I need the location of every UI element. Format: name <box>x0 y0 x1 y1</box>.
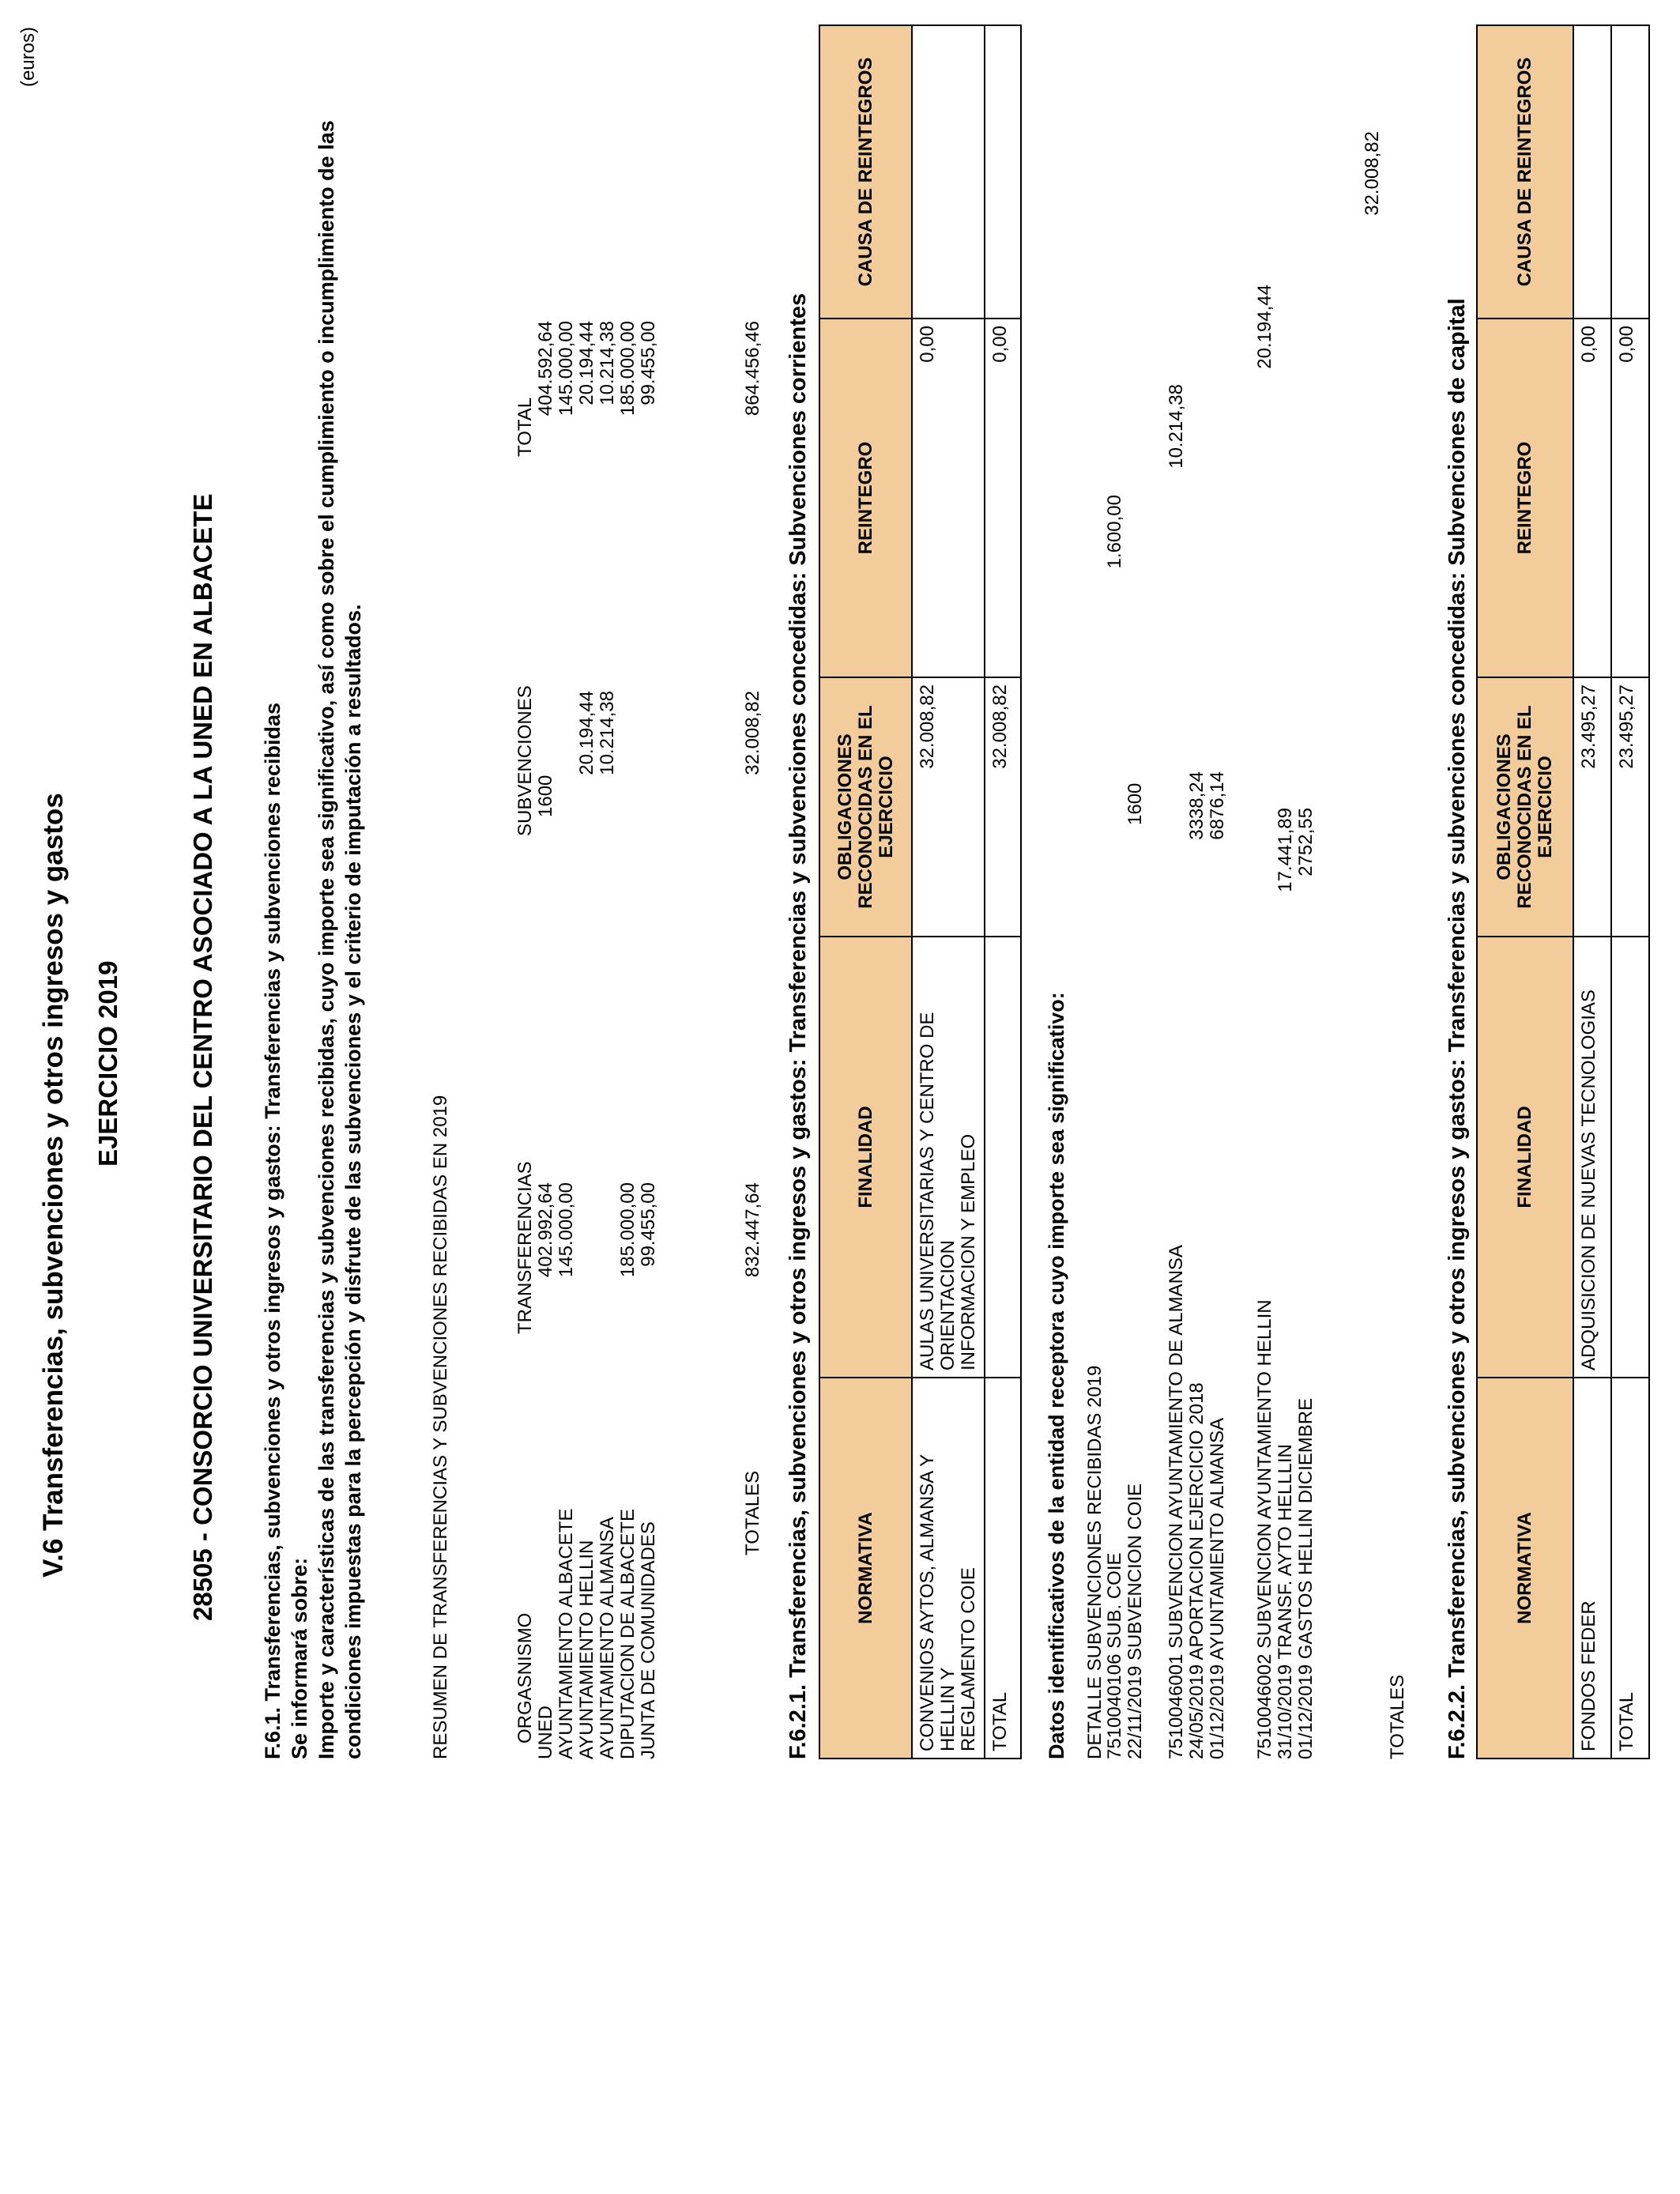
total-reintegro: 0,00 <box>1611 319 1649 677</box>
table-header-row <box>1477 25 1573 1759</box>
total-cell: 404.592,64 <box>535 321 556 417</box>
datos-totales-value: 32.008,82 <box>1362 131 1383 216</box>
header-line: RECONOCIDAS EN EL <box>854 705 876 909</box>
total-cell: 10.214,38 <box>597 321 618 405</box>
subv-cell: 20.194,44 <box>576 691 597 775</box>
org-cell: AYUNTAMIENTO HELLIN <box>576 1540 597 1759</box>
g2-line2: 24/05/2019 APORTACION EJERCICIO 2018 <box>1186 1382 1207 1759</box>
header-obligaciones <box>819 677 912 937</box>
datos-totales-label: TOTALES <box>1387 1674 1408 1759</box>
cell-normativa: FONDOS FEDER <box>1573 1378 1611 1759</box>
subv-cell <box>556 691 577 849</box>
header-line: EJERCICIO <box>875 756 897 858</box>
total-causa <box>1611 25 1649 319</box>
f622-table <box>1476 25 1650 1759</box>
g1-total: 1.600,00 <box>1104 495 1125 569</box>
col-subv <box>536 691 659 849</box>
cell-line: AULAS UNIVERSITARIAS Y CENTRO DE ORIENTACION <box>917 1012 959 1370</box>
transf-cell: 145.000,00 <box>556 1182 577 1278</box>
totales-transf: 832.447,64 <box>742 1182 763 1278</box>
transf-cell: 99.455,00 <box>638 1182 659 1267</box>
transf-cell: 185.000,00 <box>617 1182 638 1278</box>
g2-line3: 01/12/2019 AYUNTAMIENTO ALMANSA <box>1207 1417 1228 1759</box>
totales-label: TOTALES <box>742 1470 763 1555</box>
transf-cell: 402.992,64 <box>535 1182 556 1278</box>
g3-amount3: 2752,55 <box>1295 808 1317 876</box>
subv-cell: 1600 <box>535 775 556 817</box>
detalle-title: DETALLE SUBVENCIONES RECIBIDAS 2019 <box>1084 1365 1106 1759</box>
datos-heading: Datos identificativos de la entidad receptora cuyo importe sea significativo: <box>1045 992 1068 1759</box>
cell-reintegro: 0,00 <box>1573 319 1611 677</box>
inform-text-1: Importe y características de las transferencias y subvenciones recibidas, cuyo importe sea significativo, así como sobre el cumplimiento o incumplimiento de las <box>315 120 338 1759</box>
table-row <box>912 25 985 1759</box>
org-cell: DIPUTACION DE ALBACETE <box>617 1509 638 1759</box>
col-header-org: ORGASNISMO <box>514 1612 536 1744</box>
total-empty <box>985 937 1021 1378</box>
header-normativa: NORMATIVA <box>1477 1378 1573 1759</box>
total-obligaciones: 23.495,27 <box>1611 677 1649 937</box>
col-header-subv: SUBVENCIONES <box>514 685 536 836</box>
g2-line1: 7510046001 SUBVENCION AYUNTAMIENTO DE ALMANSA <box>1166 1245 1187 1759</box>
header-line: OBLIGACIONES <box>1494 733 1515 880</box>
cell-obligaciones: 32.008,82 <box>912 677 985 937</box>
cell-reintegro: 0,00 <box>912 319 985 677</box>
org-cell: AYUNTAMIENTO ALBACETE <box>556 1508 577 1759</box>
total-label: TOTAL <box>1611 1378 1649 1759</box>
cell-finalidad: ADQUISICION DE NUEVAS TECNOLOGIAS <box>1573 937 1611 1378</box>
g2-amount2: 3338,24 <box>1186 771 1207 840</box>
f61-heading: F.6.1. Transferencias, subvenciones y otros ingresos y gastos: Transferencias y subvenciones recibidas <box>261 702 284 1759</box>
total-reintegro: 0,00 <box>985 319 1021 677</box>
subv-cell: 10.214,38 <box>597 691 618 775</box>
total-obligaciones: 32.008,82 <box>985 677 1021 937</box>
header-reintegro: REINTEGRO <box>1477 319 1573 677</box>
col-transf <box>536 1182 659 1340</box>
table-total-row <box>1611 25 1649 1759</box>
g2-amount3: 6876,14 <box>1207 771 1228 840</box>
resumen-title: RESUMEN DE TRANSFERENCIAS Y SUBVENCIONES RECIBIDAS EN 2019 <box>430 1095 451 1759</box>
header-line: RECONOCIDAS EN EL <box>1514 705 1535 909</box>
ejercicio-heading: EJERCICIO 2019 <box>93 960 122 1167</box>
cell-line: CONVENIOS AYTOS, ALMANSA Y HELLIN Y <box>917 1454 959 1751</box>
col-org <box>535 1508 659 1759</box>
g1-amount: 1600 <box>1124 782 1146 825</box>
total-label: TOTAL <box>985 1378 1021 1759</box>
total-empty <box>1611 937 1649 1378</box>
inform-text-2: condiciones impuestas para la percepción y disfrute de las subvenciones y el criterio de imputación a resultados. <box>341 604 365 1759</box>
g3-total: 20.194,44 <box>1254 285 1275 369</box>
g1-line2: 22/11/2019 SUBVENCION COIE <box>1124 1483 1146 1759</box>
g3-line2: 31/10/2019 TRANSF. AYTO HELLLIN <box>1275 1444 1296 1759</box>
g2-total: 10.214,38 <box>1166 384 1187 469</box>
g3-line1: 7510046002 SUBVENCION AYUNTAMIENTO HELLIN <box>1254 1299 1275 1759</box>
total-cell: 145.000,00 <box>556 321 577 417</box>
f622-heading: F.6.2.2. Transferencias, subvenciones y otros ingresos y gastos: Transferencias y subvenciones concedidas: Subvenciones de capital <box>1445 298 1470 1759</box>
header-reintegro: REINTEGRO <box>819 319 912 677</box>
table-header-row <box>819 25 912 1759</box>
header-finalidad: FINALIDAD <box>1477 937 1573 1378</box>
page-title: V.6 Transferencias, subvenciones y otros ingresos y gastos <box>38 793 69 1578</box>
totales-subv: 32.008,82 <box>742 691 763 775</box>
col-header-total: TOTAL <box>514 397 536 457</box>
header-causa: CAUSA DE REINTEGROS <box>819 25 912 319</box>
cell-causa <box>1573 25 1611 319</box>
header-normativa: NORMATIVA <box>819 1378 912 1759</box>
g1-line1: 7510040106 SUB. COIE <box>1104 1552 1125 1759</box>
cell-normativa <box>912 1378 985 1759</box>
inform-label: Se informará sobre: <box>288 1557 311 1759</box>
org-cell: AYUNTAMIENTO ALMANSA <box>597 1517 618 1759</box>
g3-line3: 01/12/2019 GASTOS HELLIN DICIEMBRE <box>1295 1397 1317 1759</box>
total-causa <box>985 25 1021 319</box>
totales-total: 864.456,46 <box>742 321 763 417</box>
cell-causa <box>912 25 985 319</box>
header-line: OBLIGACIONES <box>834 733 856 880</box>
header-obligaciones <box>1477 677 1573 937</box>
currency-note: (euros) <box>17 27 39 88</box>
f621-table <box>819 25 1022 1759</box>
total-cell: 20.194,44 <box>576 321 597 405</box>
org-cell: JUNTA DE COMUNIDADES <box>638 1521 659 1759</box>
cell-obligaciones: 23.495,27 <box>1573 677 1611 937</box>
transf-cell <box>597 1182 618 1340</box>
entity-heading: 28505 - CONSORCIO UNIVERSITARIO DEL CENTRO ASOCIADO A LA UNED EN ALBACETE <box>188 493 217 1621</box>
cell-finalidad <box>912 937 985 1378</box>
col-header-transf: TRANSFERENCIAS <box>514 1161 536 1334</box>
total-cell: 185.000,00 <box>617 321 638 417</box>
transf-cell <box>577 1182 597 1340</box>
table-row <box>1573 25 1611 1759</box>
subv-cell <box>638 691 659 849</box>
cell-line: REGLAMENTO COIE <box>958 1567 979 1751</box>
table-total-row <box>985 25 1021 1759</box>
col-total <box>536 321 659 479</box>
header-finalidad: FINALIDAD <box>819 937 912 1378</box>
header-causa: CAUSA DE REINTEGROS <box>1477 25 1573 319</box>
subv-cell <box>618 691 638 849</box>
org-cell: UNED <box>535 1705 556 1759</box>
header-line: EJERCICIO <box>1535 756 1556 858</box>
cell-line: INFORMACION Y EMPLEO <box>958 1133 979 1370</box>
total-cell: 99.455,00 <box>638 321 659 405</box>
g3-amount2: 17.441,89 <box>1275 808 1296 892</box>
f621-heading: F.6.2.1. Transferencias, subvenciones y otros ingresos y gastos: Transferencias y subvenciones concedidas: Subvenciones corrientes <box>785 292 811 1759</box>
